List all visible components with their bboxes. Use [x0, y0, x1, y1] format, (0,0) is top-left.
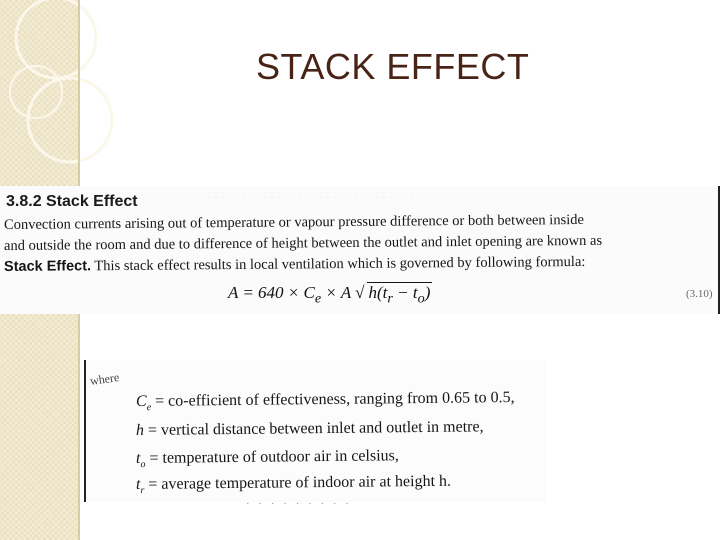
formula-mid: × A	[321, 283, 356, 302]
radicand-start: h(t	[368, 283, 388, 302]
radicand-minus: − t	[392, 283, 418, 302]
section-heading: 3.8.2 Stack Effect	[6, 193, 138, 210]
def-symbol: C	[135, 392, 147, 410]
where-label: where	[89, 370, 121, 388]
definition-line	[136, 473, 451, 496]
paragraph-line	[4, 254, 586, 276]
definition-line	[136, 447, 399, 470]
definition-line	[136, 389, 515, 413]
def-text: = vertical distance between inlet and outlet in metre,	[143, 418, 484, 439]
slide-title: STACK EFFECT	[256, 46, 530, 87]
def-text: = temperature of outdoor air in celsius,	[145, 447, 399, 467]
sqrt-symbol: √	[355, 283, 365, 302]
formula-subscript: r	[387, 290, 393, 307]
scan-bleed-through: · · · · · · · · · · · · · · · · · · · · · · · · · · · · · · · ·	[200, 190, 421, 204]
formula-subscript: e	[314, 290, 322, 307]
scanned-excerpt-definitions	[84, 360, 546, 510]
radicand-close: )	[424, 283, 431, 302]
paragraph-line: Convection currents arising out of temperature or vapour pressure difference or both between inside	[3, 211, 584, 233]
definition-line	[136, 418, 484, 442]
paragraph-text: This stack effect results in local ventilation which is governed by following formula:	[90, 253, 586, 275]
def-subscript: e	[146, 402, 152, 414]
equation-number: (3.10)	[686, 288, 713, 300]
def-symbol: t	[135, 475, 141, 493]
scanned-excerpt-stack-effect	[0, 186, 720, 314]
decor-circle	[28, 78, 112, 162]
def-symbol: h	[135, 421, 145, 439]
def-subscript: r	[140, 485, 145, 497]
formula-radicand	[367, 282, 433, 307]
stack-effect-formula	[228, 282, 432, 307]
paragraph-line: and outside the room and due to difference of height between the outlet and inlet opening are known as	[3, 232, 603, 254]
def-symbol: t	[135, 449, 141, 467]
def-text: = average temperature of indoor air at height h.	[144, 472, 452, 493]
def-subscript: o	[140, 459, 146, 471]
defined-term: Stack Effect.	[3, 258, 92, 275]
def-text: = co-efficient of effectiveness, ranging from 0.65 to 0.5,	[151, 389, 515, 410]
cropped-text-remnant: · · · · · · · · ·	[246, 498, 352, 510]
formula-lhs: A = 640 × C	[228, 283, 315, 302]
formula-subscript: o	[417, 290, 425, 307]
